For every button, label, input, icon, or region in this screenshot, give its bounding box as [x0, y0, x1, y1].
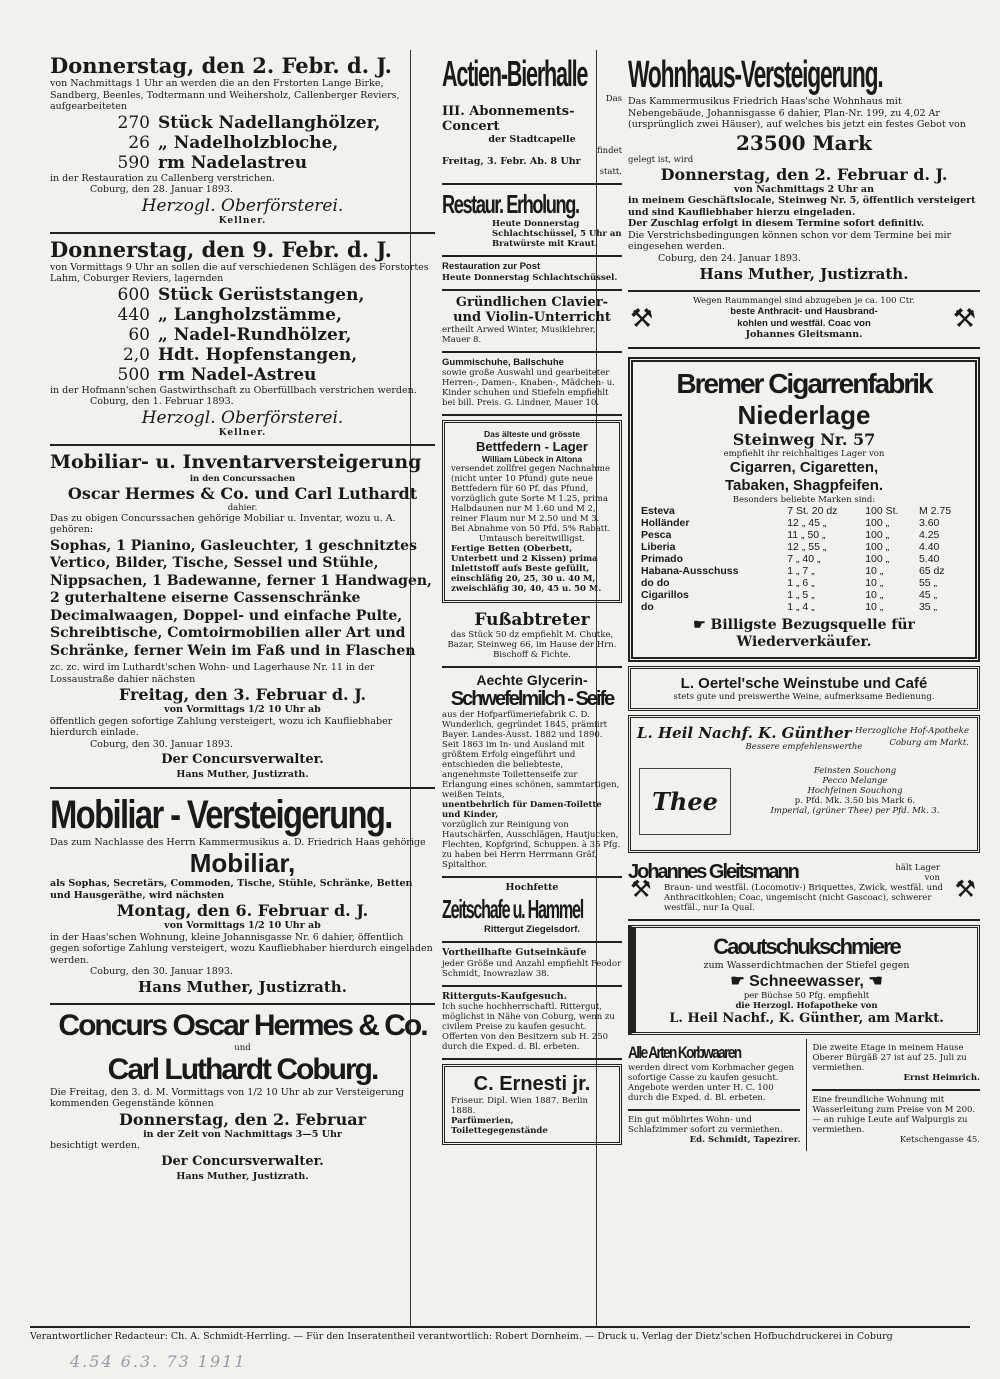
table-row: Habana-Ausschuss 1 „ 7 „ 10 „ 65 ǳ	[641, 564, 945, 577]
ad-lead: Das zum Nachlasse des Herrn Kammermusikus a. D. Friedrich Haas gehörige	[50, 836, 426, 848]
ad-time: von Vormittags 1/2 10 Uhr ab	[164, 704, 321, 715]
ad-body: Sophas, 1 Pianino, Gasleuchter, 1 geschnitztes Vertico, Bilder, Tische, Sessel und Stühle, Nippsachen, 1 Badewanne, ferner 1 Handwagen, 2 guterhaltene eiserne Cassenschränke Decimalwaagen, Doppel- und einfache Pulte, Schreibtische, Comtoirmobilien aller Art und Schränke, ferner Wein im Faß und in Flaschen	[50, 537, 432, 659]
list-item: Imperial, (grüner Thee) per Pfd. Mk. 3.	[770, 805, 940, 816]
pointing-hand-icon: ☛	[693, 616, 711, 633]
ad-body: jeder Größe und Anzahl empfiehlt Feodor Schmidt, Inowrazlaw 38.	[442, 958, 622, 979]
ad-date: Coburg, den 30. Januar 1893.	[90, 966, 233, 977]
list-item: p. Pfd. Mk. 3.50 bis Mark 6.	[794, 795, 916, 806]
item-list	[50, 113, 435, 173]
table-row: Primado 7 „ 40 „ 100 „ 5.40	[641, 552, 940, 565]
ad-heading: Zeitschafe u. Hammel	[442, 893, 583, 924]
ad-time: von Vormittags 1/2 10 Uhr ab	[164, 920, 321, 931]
ad-top: Hochfette	[505, 882, 559, 893]
ad-body: versendet zollfrei gegen Nachnahme (nicht unter 10 Pfund) gute neue Bettfedern für 60 Pf. das Pfund, vorzüglich gute Sorte M 1.25, prima Halbdaunen nur M 1.60 und M 2, reiner Flaum nur M 2.50 und M 3.	[451, 464, 611, 524]
tea-illustration	[639, 768, 731, 835]
ad-date-line: Donnerstag, den 2. Februar d. J.	[660, 164, 948, 184]
ad-heading: Vortheilhafte Gutseinkäufe	[442, 947, 587, 958]
item-list	[50, 285, 435, 385]
ad-zimmer	[628, 1111, 800, 1151]
ad-body: aus der Hofparfümeriefabrik C. D. Wunderlich, gegründet 1845, prämiirt Bayer. Landes-Ausst. 1882 und 1890.	[442, 710, 608, 740]
ad-time: von Nachmittags 2 Uhr an	[734, 183, 874, 195]
ad-beds: Fertige Betten (Oberbett, Unterbett und 2 Kissen) prima Inlettstoff aufs Beste gefüllt, einschläfig 20, 25, 30 u. 40 M, zweischläfig 30, 40, 45 u. 50 M.	[451, 544, 602, 594]
tea-list	[741, 766, 969, 816]
ad-body: Heute Donnerstag Schlachtschüssel, 5 Uhr an Bratwürste mit Kraut.	[492, 219, 622, 249]
ad-outro: in der Hofmann'schen Gastwirthschaft zu Oberfüllbach verstrichen werden.	[50, 384, 417, 396]
ad-body-3: vorzüglich zur Reinigung von Hautschärfen, Ausschlägen, Hautjucken, Flechten, Kopfgrind, Schuppen. à 35 Pfg. zu haben bei Herrn Herrmann Gräf, Spitalthor.	[442, 820, 621, 870]
table-row: Holländer 12 „ 45 „ 100 „ 3.60	[641, 516, 940, 529]
ad-thee	[628, 715, 980, 853]
ad-sig: Ernst Heimrich.	[903, 1073, 980, 1083]
table-row: Cigarillos 1 „ 5 „ 10 „ 45 „	[641, 588, 938, 601]
pointing-hand-icon: ☛	[730, 973, 750, 990]
ad-sub-names: Oscar Hermes & Co. und Carl Luthardt	[67, 483, 418, 503]
ad-heading: Bremer Cigarrenfabrik	[676, 367, 932, 399]
ad-price: 23500 Mark	[735, 130, 873, 155]
ad-ernesti	[442, 1064, 622, 1145]
list-item: 60 „ Nadel-Rundhölzer,	[128, 324, 352, 345]
ad-actien-bierhalle	[442, 50, 622, 185]
ad-body: das Stück 50 ǳ empfiehlt M. Chutke, Bazar, Steinweg 66, im Hause der Hrn. Bischoff & Fichte.	[447, 630, 617, 660]
ad-heading: Donnerstag, den 2. Febr. d. J.	[50, 53, 392, 78]
ad-bold: unentbehrlich für Damen-Toilette und Kinder,	[442, 800, 602, 820]
ad-place: zc. zc. wird im Luthardt'schen Wohn- und Lagerhause Nr. 11 in der Lossaustraße dahier nächsten	[50, 662, 375, 685]
ad-heading: Alle Arten Korbwaaren	[628, 1043, 741, 1062]
ad-name: Kellner.	[218, 427, 267, 438]
ad-body: Braun- und westfäl. (Locomotiv-) Briquettes, Zwick, westfäl. und Anthracitkohlen; Coac, ungemischt (nicht Gascoac), schwerer westfäl., nur Ia Qual.	[664, 882, 943, 913]
ad-rittergut-gesuch	[442, 987, 622, 1061]
ad-terms: in der Haas'schen Wohnung, kleine Johannisgasse Nr. 6 dahier, öffentlich gegen sofortige Zahlung versteigert, wozu Kaufliebhaber hierdurch eingeladen werden.	[50, 931, 433, 966]
ad-signature: Der Concursverwalter.	[161, 752, 324, 767]
list-item: 440 „ Langholzstämme,	[117, 304, 342, 325]
ad-concurs-viewing	[50, 1005, 435, 1189]
pickaxe-icon: ⚒	[630, 874, 652, 903]
ad-heading: Restaur. Erholung.	[442, 189, 579, 219]
ad-signature: Herzogl. Oberförsterei.	[141, 407, 344, 428]
ad-line: Parfümerien, Toilettegegenstände	[451, 1116, 548, 1136]
ad-line: der Stadtcapelle	[488, 134, 576, 145]
ad-date-line: Montag, den 6. Februar d. J.	[116, 901, 369, 920]
table-row: do do 1 „ 6 „ 10 „ 55 „	[641, 576, 938, 589]
ad-top: Wegen Raummangel sind abzugeben je ca. 100 Ctr.	[693, 296, 915, 306]
ad-place: in meinem Geschäftslocale, Steinweg Nr. 5, öffentlich versteigert und sind Kaufliebhaber hierzu eingeladen.	[628, 195, 976, 218]
ad-heading: Aechte Glycerin-	[476, 672, 588, 688]
ad-forest-sale-feb9	[50, 234, 435, 446]
ad-line: Johannes Gleitsmann.	[745, 329, 863, 340]
small-ads-right	[806, 1039, 980, 1151]
ad-bremer-cigarren	[628, 357, 980, 662]
list-item: 600 Stück Gerüststangen,	[117, 284, 365, 305]
ad-etage	[812, 1039, 980, 1091]
column-3	[628, 50, 980, 1151]
ad-heading: Gründlichen Clavier- und Violin-Unterricht	[453, 294, 611, 325]
ad-discount: Bei Abnahme von 50 Pfd. 5% Rabatt.	[451, 524, 611, 534]
ad-line: III. Abonnements-Concert	[442, 104, 575, 134]
ad-line: kohlen und westfäl. Coac von	[737, 317, 871, 329]
ad-heading: Donnerstag, den 9. Febr. d. J.	[50, 236, 392, 262]
thee-label: Thee	[652, 786, 718, 816]
ad-body: Eine freundliche Wohnung mit Wasserleitung zum Preise von M 200. — an ruhige Leute auf Walpurgis zu vermiethen.	[812, 1095, 976, 1135]
ad-lead: Das zu obigen Concurssachen gehörige Mobiliar u. Inventar, wozu u. A. gehören:	[50, 512, 396, 535]
ad-heading-2: Carl Luthardt Coburg.	[107, 1052, 378, 1086]
ad-shoes	[442, 353, 622, 417]
ad-big: ☛ Schneewasser, ☚	[730, 973, 883, 990]
ad-terms: öffentlich gegen sofortige Zahlung versteigert, wozu ich Kaufliebhaber hierdurch einlade.	[50, 715, 393, 738]
table-row: Pesca 11 „ 50 „ 100 „ 4.25	[641, 528, 940, 541]
ad-restauration-post	[442, 257, 622, 291]
ad-outro: besichtigt werden.	[50, 1140, 140, 1151]
ad-und: und	[234, 1042, 251, 1053]
ad-gleitsmann	[628, 857, 980, 921]
ad-line: die Herzogl. Hofapotheke von	[735, 1001, 878, 1011]
ad-heading: Ritterguts-Kaufgesuch.	[442, 990, 567, 1002]
ad-line: per Büchse 50 Pfg. empfiehlt	[743, 991, 870, 1001]
ad-marks: Besonders beliebte Marken sind:	[732, 494, 876, 505]
ad-sub: William Lübeck in Altona	[481, 454, 583, 464]
ad-date: Coburg, den 24. Januar 1893.	[658, 252, 801, 264]
ad-date: Coburg, den 28. Januar 1893.	[90, 184, 233, 195]
ad-date: Coburg, den 1. Februar 1893.	[90, 396, 234, 407]
newspaper-page	[30, 50, 980, 1350]
ad-body: Ich suche hochherrschaftl. Rittergut, möglichst in Nähe von Coburg, wenn zu civilem Preise zu kaufen gesucht. Offerten von den Besitzern sub H. 250 durch die Exped. d. Bl. erbeten.	[442, 1002, 615, 1052]
ad-right: Herzogliche Hof-Apotheke	[855, 725, 969, 736]
column-2	[442, 50, 622, 1149]
ad-signature: Herzogl. Oberförsterei.	[141, 195, 344, 216]
ad-big: Cigarren, Cigaretten,	[729, 458, 879, 476]
ad-heading: Mobiliar- u. Inventarversteigerung	[50, 450, 422, 473]
ad-sub: Das	[605, 94, 622, 104]
ad-line: Restauration zur Post	[442, 261, 541, 272]
ad-heading: Bettfedern - Lager	[476, 439, 588, 454]
ad-footer: ☛ Billigste Bezugsquelle für Wiederverkäufer.	[693, 616, 915, 650]
imprint-line: Verantwortlicher Redacteur: Ch. A. Schmidt-Herrling. — Für den Inseratentheil verantwortlich: Robert Dornheim. — Druck u. Verlag der Dietz'schen Hofbuchdruckerei in Coburg	[30, 1326, 970, 1342]
ad-name: Hans Muther, Justizrath.	[176, 1170, 309, 1182]
small-ads-row	[628, 1039, 980, 1151]
ad-heading: Fußabtreter	[474, 610, 590, 630]
ad-sub: zum Wasserdichtmachen der Stiefel gegen	[703, 959, 910, 971]
ad-heading-2: Niederlage	[737, 399, 871, 430]
ad-sub: Rittergut Ziegelsdorf.	[483, 923, 581, 935]
ad-date-line: Freitag, den 3. Februar d. J.	[118, 685, 367, 704]
ad-heading: Johannes Gleitsmann	[628, 860, 798, 883]
ad-exchange: Umtausch bereitwilligst.	[478, 534, 586, 544]
ad-body: sowie große Auswahl und gearbeiteter Herren-, Damen-, Knaben-, Mädchen- u. Kinder schuhen und Stiefeln empfiehlt bei bill. Preis. G. Lindner, Mauer 10.	[442, 368, 615, 408]
ad-signature: Hans Muther, Justizrath.	[699, 265, 909, 283]
ad-music-lessons	[442, 291, 622, 353]
ad-address: Steinweg Nr. 57	[732, 429, 876, 449]
ad-coal	[628, 292, 980, 349]
pointing-hand-icon: ☚	[863, 973, 883, 990]
ad-sub: Bessere empfehlenswerthe	[745, 741, 863, 752]
ad-restaur-erholung	[442, 185, 622, 257]
ad-name: L. Heil Nachf. K. Günther	[637, 723, 852, 742]
small-ads-left	[628, 1039, 800, 1151]
ad-heading: Caoutschukschmiere	[713, 933, 900, 959]
ad-body: Die Freitag, den 3. d. M. Vormittags von 1/2 10 Uhr ab zur Versteigerung kommenden Gegenstände können	[50, 1086, 404, 1109]
list-item: Feinsten Souchong	[813, 765, 897, 776]
ad-korbwaaren	[628, 1039, 800, 1111]
pickaxe-icon: ⚒	[954, 874, 976, 903]
pencil-note: 4.54 6.3. 73 1911	[70, 1352, 247, 1371]
ad-line: statt.	[599, 167, 622, 177]
ad-line: Friseur. Dipl. Wien 1887. Berlin 1888.	[451, 1096, 588, 1116]
ad-heading: Gummischuhe, Ballschuhe	[442, 356, 564, 368]
ad-terms: Der Zuschlag erfolgt in diesem Termine sofort definitiv.	[628, 218, 925, 229]
ad-body-2: Seit 1863 im In- und Ausland mit größtem Erfolg eingeführt und entschieden die beliebteste, angenehmste Toilettenseife zur Erlangung eines schönen, sammtartigen, weißen Teints,	[442, 740, 620, 800]
ad-inventory-auction	[50, 446, 435, 789]
ad-body: Das Kammermusikus Friedrich Haas'sche Wohnhaus mit Nebengebäude, Johannisgasse 6 dahier, Plan-Nr. 199, zu 4,02 Ar (ursprünglich zwei Häuser), auf welches bis jetzt ein festes Gebot von	[628, 96, 966, 130]
list-item: 2,0 Hdt. Hopfenstangen,	[122, 344, 358, 365]
ad-body: Die zweite Etage in meinem Hause Oberer Bürgäß 27 ist auf 25. Juli zu vermiethen.	[812, 1043, 967, 1073]
ad-gutseinkaeufe	[442, 943, 622, 987]
list-item: 26 „ Nadelholzbloche,	[128, 132, 339, 153]
ad-right: hält Lager von	[895, 862, 940, 883]
ad-furniture-auction	[50, 789, 435, 1005]
ad-right: Coburg am Markt.	[889, 737, 969, 748]
list-item: 270 Stück Nadellanghölzer,	[117, 112, 381, 133]
ad-wohnhaus-auction	[628, 50, 980, 292]
ad-bettfedern	[442, 420, 622, 603]
ad-date-line: Donnerstag, den 2. Februar	[118, 1109, 367, 1129]
ad-top: Das älteste und grösste	[484, 429, 580, 439]
ad-terms-2: Die Verstrichsbedingungen können schon vor dem Termine bei mir eingesehen werden.	[628, 229, 952, 252]
list-item: 590 rm Nadelastreu	[117, 152, 308, 173]
ad-name: L. Heil Nachf., K. Günther, am Markt.	[669, 1011, 944, 1026]
ad-heading: Actien-Bierhalle	[442, 53, 588, 94]
ad-lead: empfiehlt ihr reichhaltiges Lager von	[723, 448, 885, 459]
ad-line: Freitag, 3. Febr. Ab. 8 Uhr	[442, 155, 581, 167]
ad-heading: C. Ernesti jr.	[473, 1073, 591, 1095]
ad-body: als Sophas, Secretärs, Commoden, Tische, Stühle, Schränke, Betten und Hausgeräthe, wird nächsten	[50, 878, 413, 901]
table-row: Esteva 7 St. 20 ǳ 100 St. M 2.75	[641, 504, 952, 517]
ad-line: beste Anthracit- und Hausbrand-	[730, 306, 878, 317]
ad-signature: Hans Muther, Justizrath.	[138, 977, 347, 996]
ad-sub: dahier.	[227, 502, 258, 513]
ad-intro: von Nachmittags 1 Uhr an werden die an den Frstorten Lange Birke, Sandberg, Beenles, Todtermann und Weihersholz, Callenberger Reviers, aufgearbeiteten	[50, 78, 400, 112]
ad-sig: Ed. Schmidt, Tapezirer.	[689, 1135, 801, 1145]
table-row: Liberia 12 „ 55 „ 100 „ 4.40	[641, 540, 940, 553]
ad-line: Heute Donnerstag Schlachtschüssel.	[442, 272, 618, 283]
ad-wohnung	[812, 1091, 980, 1151]
ad-body: Ein gut möblirtes Wohn- und Schlafzimmer sofort zu vermiethen.	[628, 1115, 783, 1135]
ad-fussabtreter	[442, 607, 622, 668]
ad-heading: Mobiliar - Versteigerung.	[50, 792, 392, 837]
ad-big: Mobiliar,	[189, 848, 296, 878]
ad-outro: in der Restauration zu Callenberg verstrichen.	[50, 172, 275, 184]
ad-signature: Der Concursverwalter.	[161, 1153, 324, 1169]
pickaxe-icon: ⚒	[630, 304, 654, 334]
price-table	[639, 505, 969, 613]
ad-heading: L. Oertel'sche Weinstube und Café	[680, 674, 928, 692]
ad-body: werden direct vom Korbmacher gegen sofortige Casse zu kaufen gesucht. Angebote werden unter H. C. 100 durch die Exped. d. Bl. erbeten.	[628, 1063, 795, 1103]
column-1	[50, 50, 435, 1188]
list-item: Pecco Melange	[822, 775, 888, 786]
pickaxe-icon: ⚒	[952, 304, 976, 334]
ad-sub: in den Concurssachen	[189, 473, 296, 484]
ad-oertel-weinstube	[628, 666, 980, 711]
ad-sig: Ketschengasse 45.	[899, 1135, 980, 1145]
ad-date: Coburg, den 30. Januar 1893.	[90, 738, 233, 750]
ad-heading: Wohnhaus-Versteigerung.	[628, 54, 883, 96]
ad-forest-sale-feb2	[50, 50, 435, 234]
ad-big: Tabaken, Shagpfeifen.	[724, 476, 884, 494]
ad-body: ertheilt Arwed Winter, Musiklehrer, Mauer 8.	[442, 324, 596, 345]
ad-mid: gelegt ist, wird	[628, 154, 694, 165]
ad-name: Kellner.	[218, 215, 267, 226]
ad-line: findet	[596, 145, 622, 156]
ad-time: in der Zeit von Nachmittags 3—5 Uhr	[143, 1128, 342, 1140]
ad-heading: Concurs Oscar Hermes & Co.	[58, 1008, 427, 1042]
ad-body: stets gute und preiswerthe Weine, aufmerksame Bedienung.	[673, 691, 935, 702]
list-item: Hochfeinen Souchong	[807, 785, 903, 796]
ad-glycerin-soap	[442, 668, 622, 878]
ad-zeitschafe	[442, 878, 622, 943]
table-row: do 1 „ 4 „ 10 „ 35 „	[641, 600, 938, 613]
list-item: 500 rm Nadel-Astreu	[117, 364, 317, 385]
ad-name: Hans Muther, Justizrath.	[176, 769, 309, 780]
ad-caoutschuk	[628, 925, 980, 1036]
ad-heading-2: Schwefelmilch - Seife	[450, 688, 614, 710]
ad-intro: von Vormittags 9 Uhr an sollen die auf verschiedenen Schlägen des Forstortes Lahm, Coburger Reviers, lagernden	[50, 261, 429, 284]
